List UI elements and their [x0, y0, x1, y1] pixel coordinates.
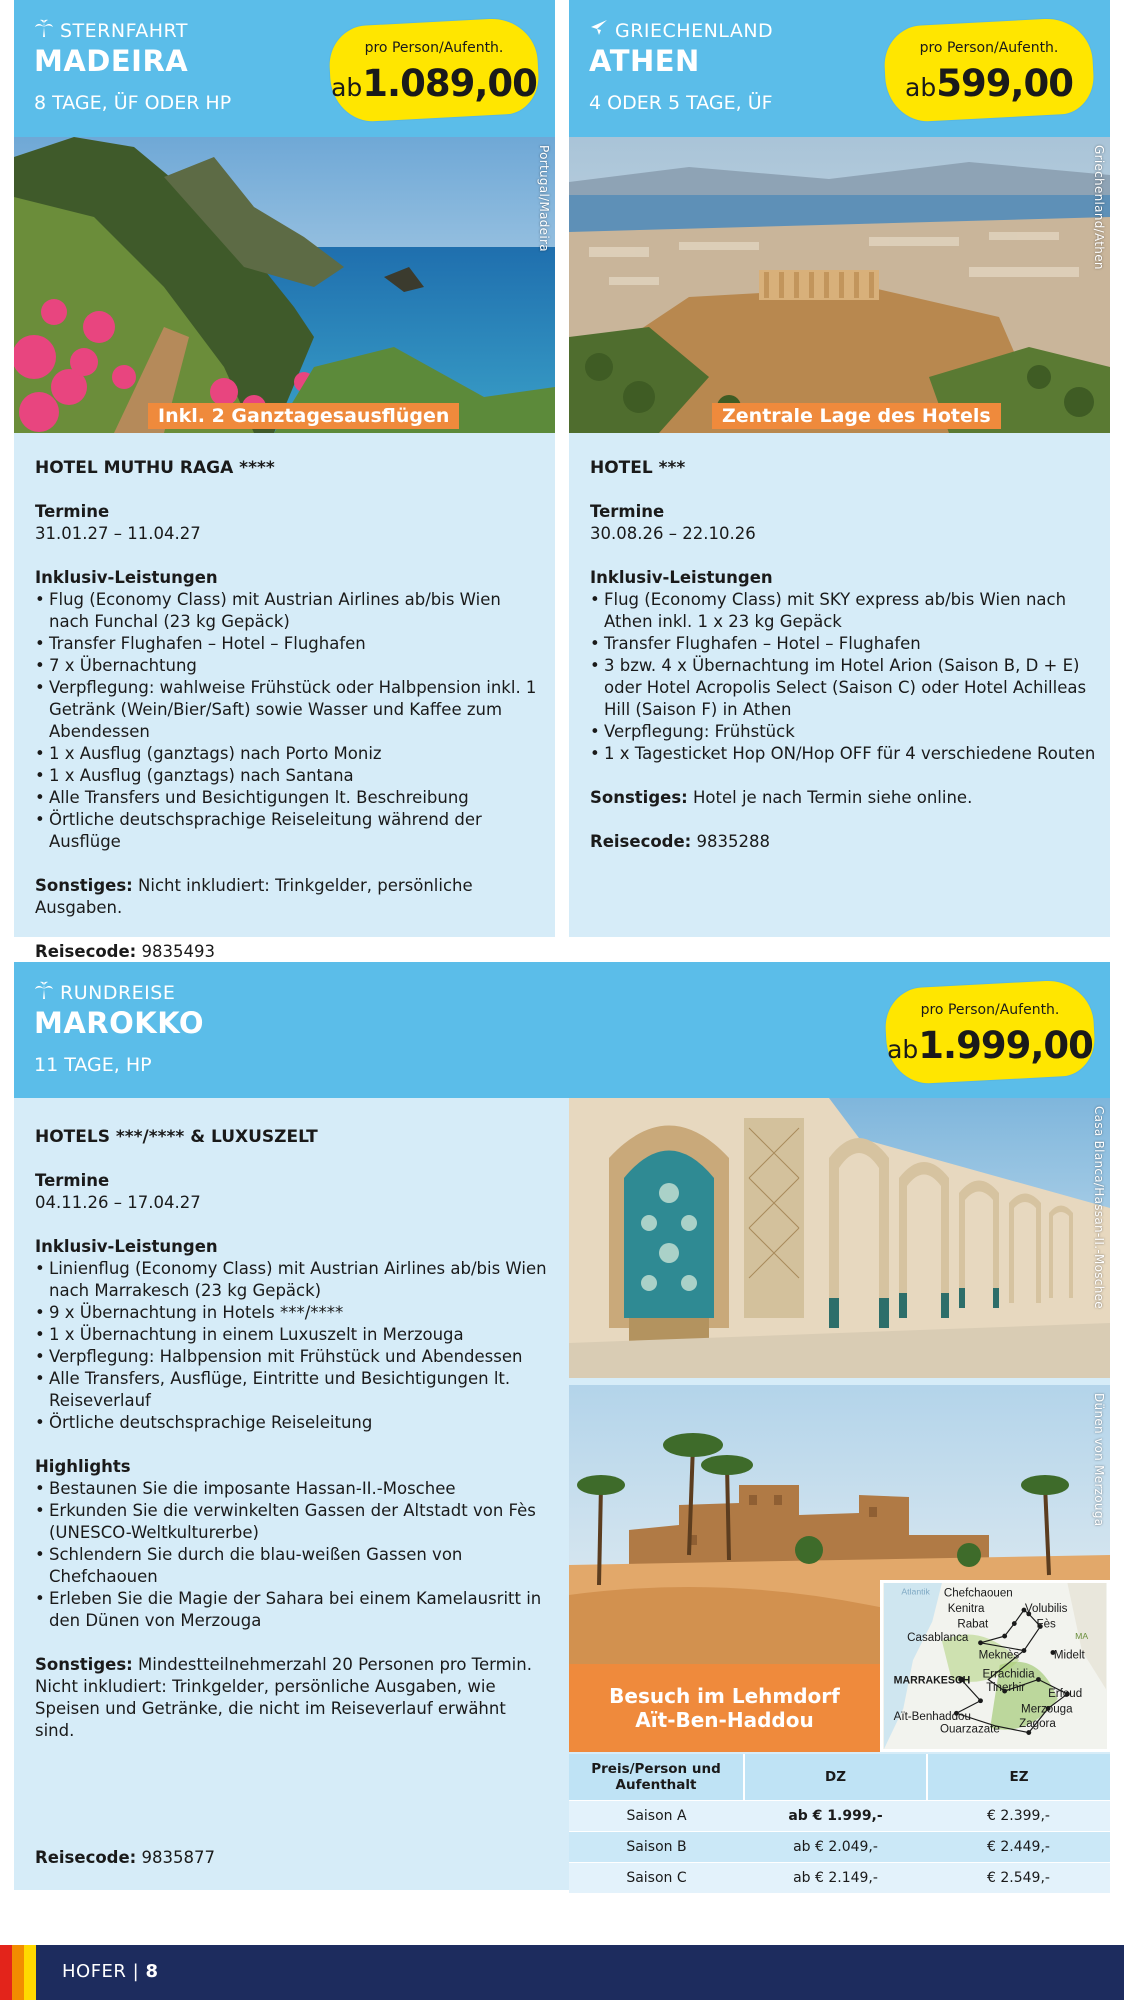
table-row	[569, 1831, 1110, 1862]
map-city: Erfoud	[1048, 1687, 1083, 1700]
price-badge	[330, 22, 538, 118]
sonstiges-text: Hotel je nach Termin siehe online.	[687, 788, 973, 807]
table-cell: Saison A	[569, 1800, 744, 1831]
map-city: Rabat	[957, 1618, 989, 1631]
list-item: • Flug (Economy Class) mit SKY express ab/bis Wien nach Athen inkl. 1 x 23 kg Gepäck	[590, 589, 1100, 633]
offer-card-marokko	[14, 962, 1110, 1890]
leistungen-list	[590, 589, 1100, 765]
table-header: Preis/Person und Aufenthalt	[569, 1754, 744, 1800]
page-footer	[0, 1945, 1124, 2000]
village-caption-box	[569, 1664, 880, 1752]
table-row	[569, 1862, 1110, 1893]
reisecode-label: Reisecode:	[35, 942, 137, 961]
list-item: • Alle Transfers, Ausflüge, Eintritte und Besichtigungen lt. Reiseverlauf	[35, 1368, 550, 1412]
sonstiges-text: Mindestteilnehmerzahl 20 Personen pro Termin. Nicht inkludiert: Trinkgelder, persönliche Ausgaben, wie Speisen und Getränke, die nicht im Reiseverlauf erwähnt sind.	[35, 1655, 532, 1740]
list-item: • 1 x Ausflug (ganztags) nach Santana	[35, 765, 545, 787]
caption-line: Aït-Ben-Haddou	[635, 1708, 814, 1732]
price-amount: 1.999,00	[918, 1024, 1093, 1067]
reisecode-value: 9835288	[691, 832, 771, 851]
list-item: • Verpflegung: Frühstück	[590, 721, 1100, 743]
duration-text: 11 TAGE, HP	[34, 1054, 152, 1076]
map-region-label: MA	[1075, 1630, 1089, 1641]
reisecode-label: Reisecode:	[35, 1848, 137, 1867]
offer-card-madeira	[14, 0, 555, 961]
caption-line: Besuch im Lehmdorf	[609, 1684, 840, 1708]
sonstiges-text: Nicht inkludiert: Trinkgelder, persönliche Ausgaben.	[35, 876, 473, 917]
table-cell: € 2.549,-	[927, 1862, 1110, 1893]
list-item: • Linienflug (Economy Class) mit Austrian Airlines ab/bis Wien nach Marrakesch (23 kg Gepäck)	[35, 1258, 550, 1302]
category-label	[34, 18, 188, 43]
map-city: Ouarzazate	[939, 1723, 1000, 1736]
photo-credit: Dünen von Merzouga	[1092, 1393, 1106, 1527]
price-table	[569, 1754, 1110, 1893]
table-cell: ab € 1.999,-	[744, 1800, 927, 1831]
duration-text: 8 TAGE, ÜF ODER HP	[34, 92, 232, 114]
leistungen-heading: Inklusiv-Leistungen	[35, 1237, 218, 1256]
list-item: • 7 x Übernachtung	[35, 655, 545, 677]
price-label: pro Person/Aufenth.	[920, 1002, 1060, 1018]
destination-title: MADEIRA	[34, 44, 189, 78]
category-text: GRIECHENLAND	[615, 19, 774, 42]
map-city: Kenitra	[947, 1602, 985, 1615]
stripe-red	[0, 1945, 12, 2000]
map-city: MARRAKESCH	[893, 1674, 971, 1687]
category-label	[34, 980, 175, 1005]
mosque-photo	[569, 1098, 1110, 1378]
photo-ribbon: Zentrale Lage des Hotels	[712, 403, 1001, 429]
card-header	[569, 0, 1110, 137]
list-item: • Örtliche deutschsprachige Reiseleitung während der Ausflüge	[35, 809, 545, 853]
leistungen-heading: Inklusiv-Leistungen	[590, 568, 773, 587]
price-badge	[886, 984, 1094, 1080]
photo-credit: Casa Blanca/Hassan-II.-Moschee	[1092, 1106, 1106, 1309]
termine-heading: Termine	[35, 502, 110, 521]
hotel-name: HOTELS ***/**** & LUXUSZELT	[35, 1127, 318, 1147]
map-city: Midelt	[1053, 1649, 1085, 1662]
palm-tree-icon	[34, 980, 54, 1005]
brand-name: HOFER	[62, 1961, 127, 1982]
brand-stripes	[0, 1945, 36, 2000]
termine-dates: 04.11.26 – 17.04.27	[35, 1193, 201, 1212]
sonstiges	[35, 1654, 550, 1742]
footer-brand	[62, 1961, 159, 1982]
list-item: • Erkunden Sie die verwinkelten Gassen der Altstadt von Fès (UNESCO-Weltkulturerbe)	[35, 1500, 550, 1544]
highlights-heading: Highlights	[35, 1457, 131, 1476]
offer-card-athen	[569, 0, 1110, 937]
photo-ribbon: Inkl. 2 Ganztagesausflügen	[148, 403, 459, 429]
card-header	[14, 0, 555, 137]
reisecode	[590, 831, 1100, 853]
sonstiges-label: Sonstiges:	[590, 788, 688, 807]
map-city: Merzouga	[1021, 1703, 1073, 1716]
price-value	[885, 62, 1093, 105]
airplane-icon	[589, 18, 609, 43]
hotel-name: HOTEL MUTHU RAGA ****	[35, 458, 275, 478]
offer-details	[35, 457, 545, 963]
price-value	[330, 62, 538, 105]
table-cell: Saison C	[569, 1862, 744, 1893]
category-text: RUNDREISE	[60, 981, 176, 1004]
sonstiges-label: Sonstiges:	[35, 1655, 133, 1674]
list-item: • Schlendern Sie durch die blau-weißen Gassen von Chefchaouen	[35, 1544, 550, 1588]
reisecode	[35, 941, 545, 963]
price-amount: 1.089,00	[362, 62, 537, 105]
photo-credit: Portugal/Madeira	[537, 145, 551, 252]
table-cell: € 2.449,-	[927, 1831, 1110, 1862]
madeira-photo	[14, 137, 555, 433]
highlights-list	[35, 1478, 550, 1632]
reisecode-value: 9835493	[136, 942, 216, 961]
table-cell: € 2.399,-	[927, 1800, 1110, 1831]
list-item: • Alle Transfers und Besichtigungen lt. Beschreibung	[35, 787, 545, 809]
offer-details	[35, 1126, 550, 1742]
sonstiges	[35, 875, 545, 919]
athen-photo	[569, 137, 1110, 433]
route-map	[880, 1580, 1110, 1752]
termine-heading: Termine	[590, 502, 665, 521]
map-city: Fès	[1036, 1618, 1056, 1631]
leistungen-list	[35, 1258, 550, 1434]
price-label: pro Person/Aufenth.	[919, 40, 1059, 56]
table-cell: Saison B	[569, 1831, 744, 1862]
price-prefix: ab	[331, 73, 363, 102]
list-item: • Bestaunen Sie die imposante Hassan-II.-Moschee	[35, 1478, 550, 1500]
map-city: Tinerhir	[986, 1682, 1026, 1695]
sonstiges-label: Sonstiges:	[35, 876, 133, 895]
list-item: • 9 x Übernachtung in Hotels ***/****	[35, 1302, 550, 1324]
list-item: • Flug (Economy Class) mit Austrian Airlines ab/bis Wien nach Funchal (23 kg Gepäck)	[35, 589, 545, 633]
price-prefix: ab	[905, 73, 937, 102]
footer-separator: |	[132, 1961, 140, 1982]
table-header-row	[569, 1754, 1110, 1800]
table-cell: ab € 2.149,-	[744, 1862, 927, 1893]
sonstiges	[590, 787, 1100, 809]
map-city: Meknès	[978, 1649, 1020, 1662]
category-label	[589, 18, 773, 43]
list-item: • 1 x Übernachtung in einem Luxuszelt in Merzouga	[35, 1324, 550, 1346]
card-header	[14, 962, 1110, 1098]
reisecode	[35, 1847, 550, 1869]
reisecode-value: 9835877	[136, 1848, 216, 1867]
termine-dates: 31.01.27 – 11.04.27	[35, 524, 201, 543]
leistungen-list	[35, 589, 545, 853]
map-city: Zagora	[1019, 1717, 1056, 1730]
price-value	[886, 1024, 1094, 1067]
table-header: EZ	[927, 1754, 1110, 1800]
termine-heading: Termine	[35, 1171, 110, 1190]
leistungen-heading: Inklusiv-Leistungen	[35, 568, 218, 587]
destination-title: MAROKKO	[34, 1006, 205, 1040]
price-label: pro Person/Aufenth.	[364, 40, 504, 56]
hotel-name: HOTEL ***	[590, 458, 686, 478]
termine-dates: 30.08.26 – 22.10.26	[590, 524, 756, 543]
list-item: • 1 x Ausflug (ganztags) nach Porto Moniz	[35, 743, 545, 765]
price-amount: 599,00	[936, 62, 1073, 105]
list-item: • Erleben Sie die Magie der Sahara bei einem Kamelausritt in den Dünen von Merzouga	[35, 1588, 550, 1632]
table-cell: ab € 2.049,-	[744, 1831, 927, 1862]
destination-title: ATHEN	[589, 44, 700, 78]
stripe-yellow	[24, 1945, 36, 2000]
map-sea-label: Atlantik	[901, 1586, 930, 1597]
price-prefix: ab	[887, 1035, 919, 1064]
category-text: STERNFAHRT	[60, 19, 188, 42]
list-item: • 3 bzw. 4 x Übernachtung im Hotel Arion (Saison B, D + E) oder Hotel Acropolis Select (Saison C) oder Hotel Achilleas Hill (Saison F) in Athen	[590, 655, 1100, 721]
map-city: Aït-Benhaddou	[893, 1711, 971, 1724]
map-city: Errachidia	[982, 1668, 1035, 1681]
price-badge	[885, 22, 1093, 118]
reisecode-label: Reisecode:	[590, 832, 692, 851]
list-item: • 1 x Tagesticket Hop ON/Hop OFF für 4 verschiedene Routen	[590, 743, 1100, 765]
page-number: 8	[145, 1961, 159, 1982]
photo-credit: Griechenland/Athen	[1092, 145, 1106, 270]
list-item: • Verpflegung: wahlweise Frühstück oder Halbpension inkl. 1 Getränk (Wein/Bier/Saft) sowie Wasser und Kaffee zum Abendessen	[35, 677, 545, 743]
duration-text: 4 ODER 5 TAGE, ÜF	[589, 92, 773, 114]
offer-details	[590, 457, 1100, 853]
list-item: • Verpflegung: Halbpension mit Frühstück und Abendessen	[35, 1346, 550, 1368]
map-city: Casablanca	[907, 1631, 969, 1644]
palm-tree-icon	[34, 18, 54, 43]
table-header: DZ	[744, 1754, 927, 1800]
table-row	[569, 1800, 1110, 1831]
list-item: • Transfer Flughafen – Hotel – Flughafen	[35, 633, 545, 655]
stripe-orange	[12, 1945, 24, 2000]
map-city: Chefchaouen	[943, 1587, 1013, 1600]
list-item: • Transfer Flughafen – Hotel – Flughafen	[590, 633, 1100, 655]
list-item: • Örtliche deutschsprachige Reiseleitung	[35, 1412, 550, 1434]
map-city: Volubilis	[1024, 1602, 1068, 1615]
